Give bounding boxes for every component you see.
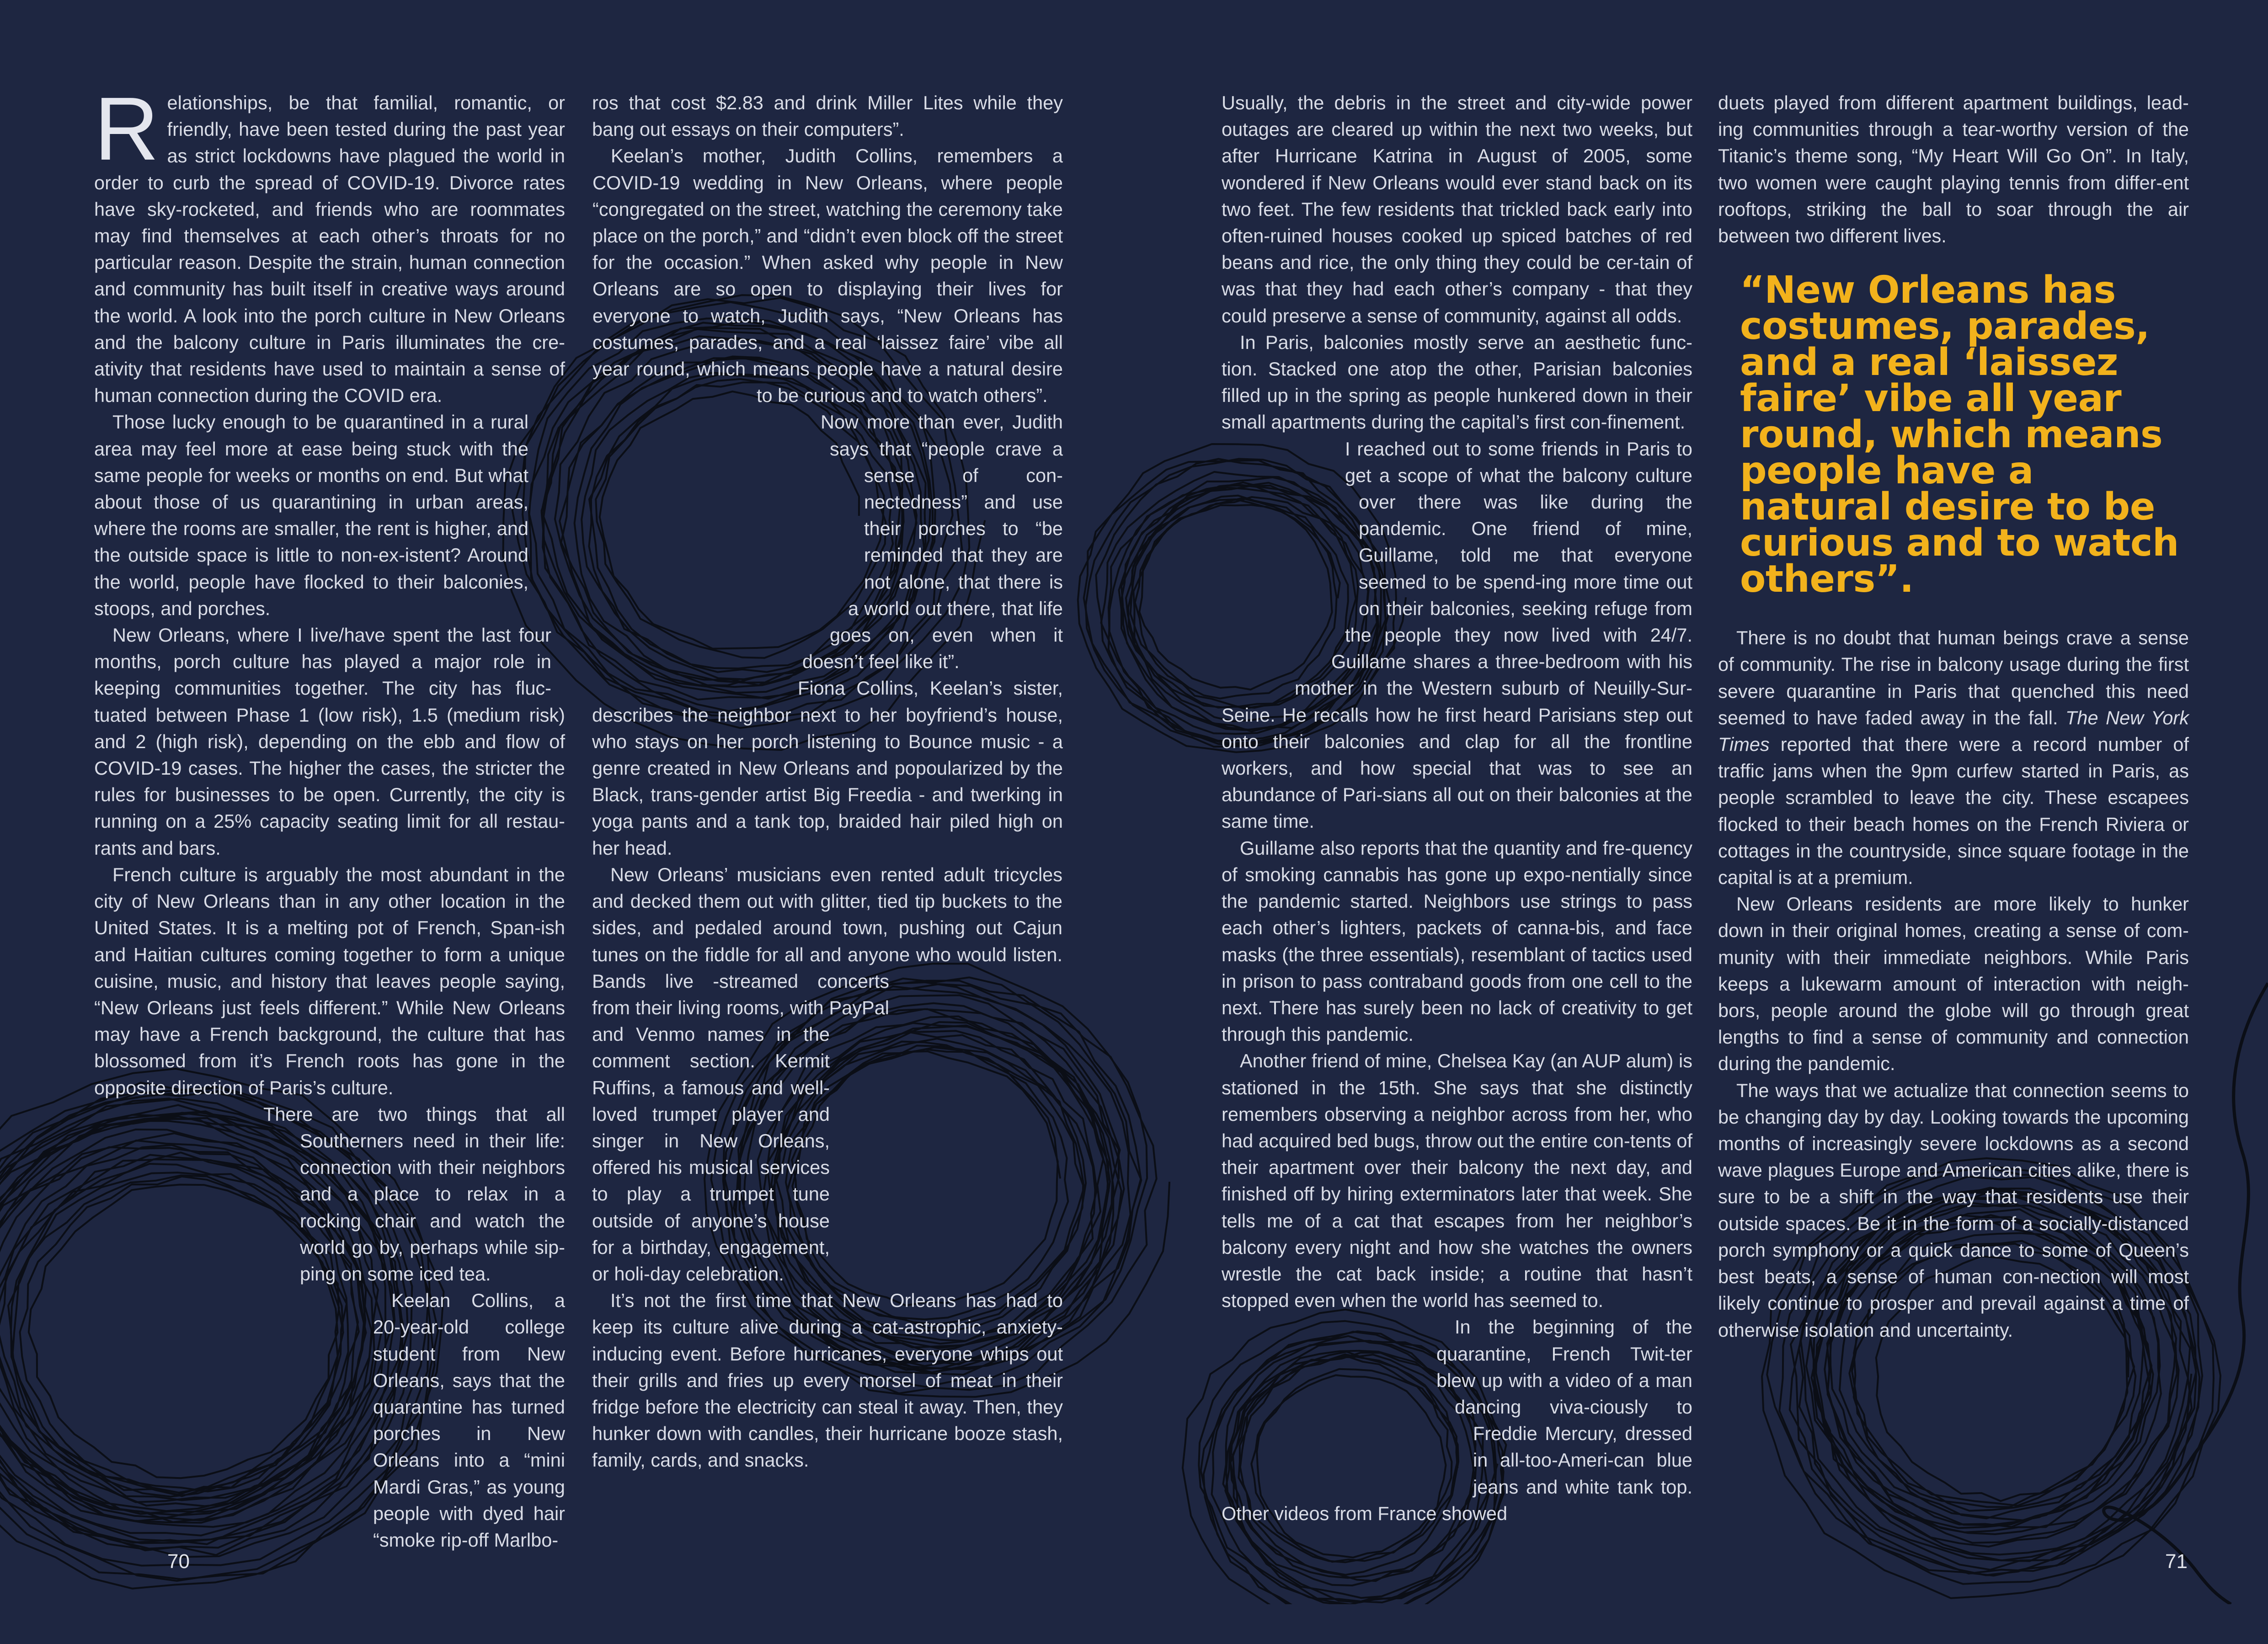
publication-title: The New York Times — [1718, 707, 2189, 755]
paragraph: Keelan Collins, a 20-year-old college student from New Orleans, says that the quarantine has turned porches in New Orleans into a “mini Mardi Gras,” as young people with dyed hair “smoke rip-off Marlbo- — [373, 1290, 565, 1551]
paragraph: ros that cost $2.83 and drink Miller Lites while they bang out essays on their computers”. — [592, 92, 1063, 140]
paragraph: Keelan’s mother, Judith Collins, remembers a COVID-19 wedding in New Orleans, where people “congregated on the street, watching the ceremony take place on the porch,” and “didn’t even block off the street for the occasion.” When asked why people in New Orleans are so open to displaying their lives for everyone to watch, Judith says, “New Orleans has costumes, parades, and a real ‘laissez faire’ vibe all year round, which means people have a natural desire to be curious and to watch others”. — [592, 145, 1063, 407]
paragraph: It’s not the first time that New Orleans has had to keep its culture alive during a cat-astrophic, anxiety-inducing event. Before hurricanes, everyone whips out their grills and fries up every morsel of meat in their fridge before the electricity can steal it away. Then, they hunker down with candles, their hurricane booze stash, family, cards, and snacks. — [592, 1290, 1063, 1471]
pull-quote: “New Orleans has costumes, parades, and a real ‘laissez faire’ vibe all year round, which means people have a natural desire to be curious and to watch others”. — [1740, 268, 2179, 601]
page-number-right: 71 — [2165, 1550, 2188, 1573]
paragraph: The ways that we actualize that connection seems to be changing day by day. Looking towards the upcoming months of increasingly severe lockdowns as a second wave plagues Europe and American cities alike, there is sure to be a shift in the way that residents use their outside spaces. Be it in the form of a socially-distanced porch symphony or a quick dance to some of Queen’s best beats, a sense of human con-nection will most likely continue to prosper and prevail against a time of otherwise isolation and uncertainty. — [1718, 1079, 2189, 1341]
paragraph: I reached out to some friends in Paris to get a scope of what the balcony culture over there was like during the pandemic. One friend of mine, Guillame, told me that everyone seemed to be spend-ing more time out on their balconies, seeking refuge from the people they now lived with 24/7. Guillame shares a three-bedroom with his mother in the Western suburb of Neuilly-Sur-Seine. He recalls how he first heard Parisians step out onto their balconies and clap for all the frontline workers, and how special that was to see an abundance of Pari-sians all out on their balconies at the same time. — [1222, 438, 1692, 832]
paragraph: Usually, the debris in the street and city-wide power outages are cleared up within the next two weeks, but after Hurricane Katrina in August of 2005, some wondered if New Orleans would ever stand back on its two feet. The few residents that trickled back early into often-ruined houses cooked up spiced batches of red beans and rice, the only thing they could be cer-tain of was that they had each other’s company - that they could preserve a sense of community, against all odds. — [1222, 92, 1692, 327]
page-number-left: 70 — [167, 1550, 190, 1573]
paragraph: There are two things that all Southerners need in their life: connection with their neighbors and a place to relax in a rocking chair and watch the world go by, perhaps while sip-ping on some iced tea. — [263, 1103, 565, 1285]
paragraph: In Paris, balconies mostly serve an aesthetic func-tion. Stacked one atop the other, Parisian balconies filled up in the spring as people hunkered down in their small apartments during the capital’s first con-finement. — [1222, 331, 1692, 433]
paragraph: New Orleans’ musicians even rented adult tricycles and decked them out with glitter, tied tip buckets to the sides, and pedaled around town, pushing out Cajun tunes on the fiddle for all and anyone who would listen. Bands live -streamed concerts from their living rooms, with PayPal and Venmo names in the comment section. Kermit Ruffins, a famous and well-loved trumpet player and singer in New Orleans, offered his musical services to play a trumpet tune outside of anyone’s house for a birthday, engagement, or holi-day celebration. — [592, 863, 1062, 1285]
column-2 — [592, 90, 1063, 1474]
paragraph: There is no doubt that human beings crave a sense of community. The rise in balcony usage during the first severe quarantine in Paris that quenched this need seemed to have faded away in the fall. The New York Times reported that there were a record number of traffic jams when the 9pm curfew started in Paris, as people scrambled to leave the city. These escapees flocked to their beach homes on the French Riviera or cottages in the countryside, since square footage in the capital is at a premium. — [1718, 627, 2189, 889]
column-3 — [1222, 90, 1692, 1527]
paragraph: French culture is arguably the most abundant in the city of New Orleans than in any other location in the United States. It is a melting pot of French, Span-ish and Haitian cultures coming together to form a unique cuisine, music, and history that leaves people saying, “New Orleans just feels different.” While New Orleans may have a French background, the culture that has blossomed from it’s French roots has gone in the opposite direction of Paris’s culture. — [94, 863, 565, 1098]
paragraph-intro: Relationships, be that familial, romantic, or friendly, have been tested during the past year as strict lockdowns have plagued the world in order to curb the spread of COVID-19. Divorce rates have sky-rocketed, and friends who are roommates may find themselves at each other’s throats for no particular reason. Despite the strain, human connection and community has built itself in creative ways around the world. A look into the porch culture in New Orleans and the balcony culture in Paris illuminates the cre-ativity that residents have used to maintain a sense of human connection during the COVID era. — [94, 79, 565, 407]
paragraph: duets played from different apartment buildings, lead-ing communities through a tear-worthy version of the Titanic’s theme song, “My Heart Will Go On”. In Italy, two women were caught playing tennis from differ-ent rooftops, striking the ball to soar through the air between two different lives. — [1718, 92, 2189, 247]
paragraph: Another friend of mine, Chelsea Kay (an AUP alum) is stationed in the 15th. She says that she distinctly remembers observing a neighbor across from her, who had acquired bed bugs, throw out the entire con-tents of their apartment over their balcony the next day, and finished off by hiring exterminators later that week. She tells me of a cat that escapes from her neighbor’s balcony every night and how she watches the owners wrestle the cat back inside; a routine that hasn’t stopped even when the world has seemed to. — [1222, 1050, 1692, 1312]
paragraph: In the beginning of the quarantine, French Twit-ter blew up with a video of a man dancing viva-ciously to Freddie Mercury, dressed in all-too-Ameri-can blue jeans and white tank top. Other videos from France showed — [1222, 1316, 1692, 1524]
paragraph: Those lucky enough to be quarantined in a rural area may feel more at ease being stuck with the same people for weeks or months on end. But what about those of us quarantining in urban areas, where the rooms are smaller, the rent is higher, and the outside space is little to non-ex-istent? Around the world, people have flocked to their balconies, stoops, and porches. — [94, 411, 528, 619]
paragraph: Guillame also reports that the quantity and fre-quency of smoking cannabis has gone up expo-nentially since the pandemic started. Neighbors use strings to pass each other’s lighters, packets of canna-bis, and face masks (the three essentials), resemblant of tactics used in prison to pass contraband goods from one cell to the next. There has surely been no lack of creativity to get through this pandemic. — [1222, 837, 1692, 1045]
paragraph: Now more than ever, Judith says that “people crave a sense of con-nectedness” and use their porches to “be reminded that they are not alone, that there is a world out there, that life goes on, even when it doesn’t feel like it”. — [802, 411, 1063, 673]
column-4 — [1718, 90, 2189, 1344]
paragraph: Fiona Collins, Keelan’s sister, describes the neighbor next to her boyfriend’s house, who stays on her porch listening to Bounce music - a genre created in New Orleans and popoularized by the Black, trans-gender artist Big Freedia - and twerking in yoga pants and a tank top, braided hair piled high on her head. — [592, 677, 1063, 859]
paragraph: New Orleans, where I live/have spent the last four months, porch culture has played a major role in keeping communities together. The city has fluc-tuated between Phase 1 (low risk), 1.5 (medium risk) and 2 (high risk), depending on the ebb and flow of COVID-19 cases. The higher the cases, the stricter the rules for businesses to be open. Currently, the city is running on a 25% capacity seating limit for all restau-rants and bars. — [94, 624, 565, 859]
paragraph: New Orleans residents are more likely to hunker down in their original homes, creating a sense of com-munity with their immediate neighbors. While Paris keeps a lukewarm amount of interaction with neigh-bors, people around the globe will go through great lengths to find a sense of community and connection during the pandemic. — [1718, 893, 2189, 1075]
column-1 — [94, 79, 565, 1644]
drop-cap: R — [94, 79, 159, 179]
